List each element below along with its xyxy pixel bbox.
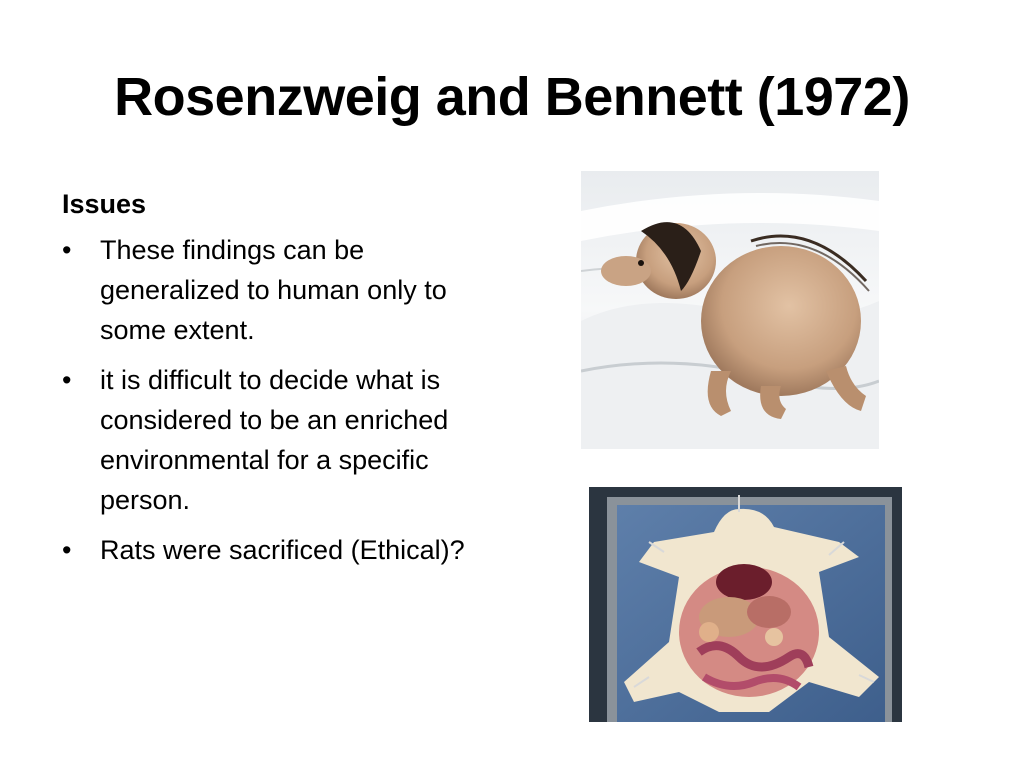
bullet-list — [62, 230, 482, 570]
bullet-item — [62, 530, 482, 570]
bullet-icon: • — [62, 365, 72, 395]
section-heading: Issues — [62, 189, 147, 219]
bullet-item — [62, 360, 482, 520]
hairless-monkey-photo — [581, 171, 879, 449]
bullet-text: These findings can be generalized to human only to some extent. — [100, 235, 447, 345]
bullet-text: Rats were sacrificed (Ethical)? — [100, 535, 465, 565]
slide-title: Rosenzweig and Bennett (1972) — [114, 67, 910, 127]
bullet-icon: • — [62, 235, 72, 265]
slide-content — [62, 184, 482, 580]
bullet-text: it is difficult to decide what is considered to be an enriched environmental for a specific person. — [100, 365, 449, 515]
dissected-rat-photo — [589, 487, 902, 722]
bullet-icon: • — [62, 535, 72, 565]
bullet-item — [62, 230, 482, 350]
